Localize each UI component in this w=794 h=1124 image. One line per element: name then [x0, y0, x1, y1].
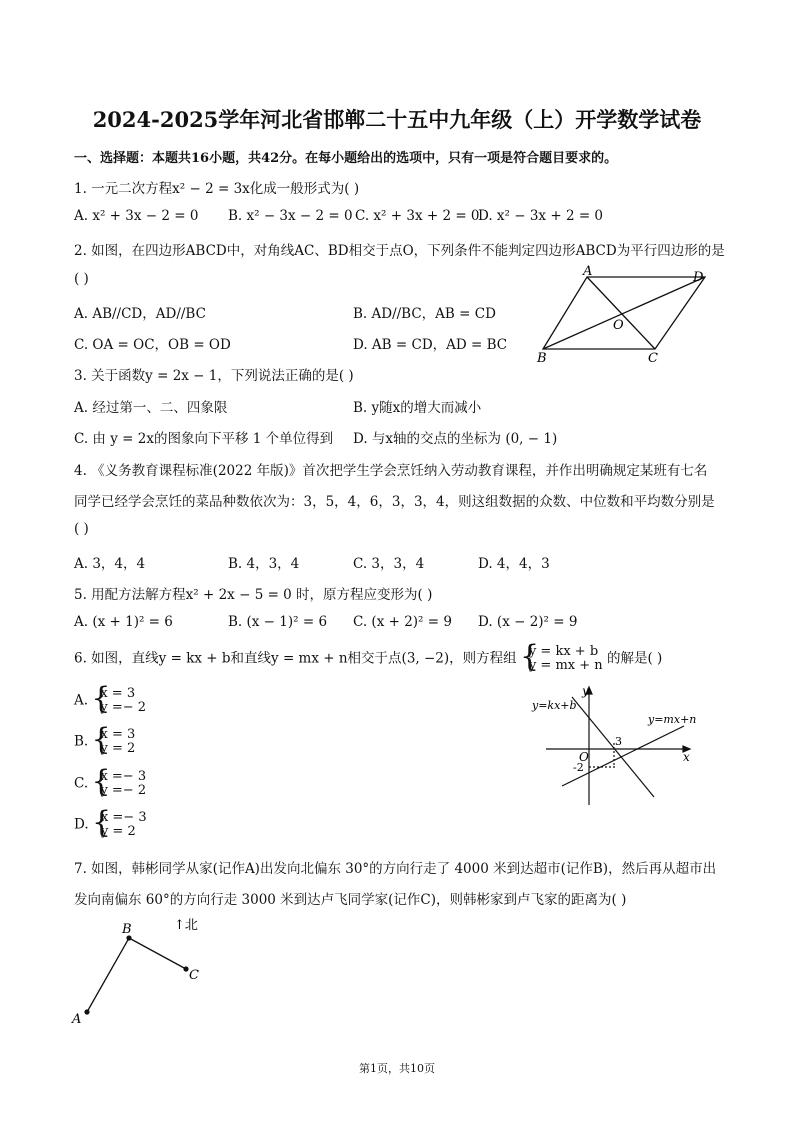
question-7-stem-2: 发向南偏东 60°的方向行走 3000 米到达卢飞同学家(记作C)，则韩彬家到卢飞家的距离为( ) — [74, 892, 627, 908]
route-figure — [66, 912, 226, 1027]
label-b: B — [537, 351, 547, 365]
label-o: O — [613, 318, 624, 333]
label-d: D — [693, 270, 704, 285]
q4-option-a: A. 3，4，4 — [74, 556, 146, 572]
label-b: B — [122, 922, 132, 937]
label-origin: O — [579, 750, 589, 764]
q5-option-d: D. (x − 2)² = 9 — [478, 614, 578, 630]
q5-option-c: C. (x + 2)² = 9 — [353, 614, 452, 630]
linear-functions-graph — [528, 683, 708, 808]
question-6-stem — [74, 645, 662, 673]
q4-option-b: B. 4，3，4 — [228, 556, 300, 572]
q6-option-a-system — [92, 687, 146, 715]
q6-option-d-line-2: y = 2 — [100, 824, 136, 839]
q6-option-d-line-1: { x =− 3 — [100, 810, 147, 825]
label-y-axis: y — [582, 684, 589, 698]
q6-option-b-letter: B. — [74, 733, 89, 750]
q6-option-a-letter: A. — [74, 692, 89, 709]
q2-option-c: C. OA = OC，OB = OD — [74, 337, 231, 353]
question-2-stem: 2. 如图，在四边形ABCD中，对角线AC、BD相交于点O，下列条件不能判定四边形ABCD为平行四边形的是 — [74, 243, 725, 259]
q1-option-a: A. x² + 3x − 2 = 0 — [74, 208, 199, 224]
point-c — [183, 966, 188, 971]
q4-option-d: D. 4，4，3 — [478, 556, 550, 572]
q1-option-c: C. x² + 3x + 2 = 0 — [355, 208, 480, 224]
q1-option-d: D. x² − 3x + 2 = 0 — [478, 208, 604, 224]
q2-option-b: B. AD//BC，AB = CD — [353, 306, 496, 322]
q2-option-a: A. AB//CD，AD//BC — [74, 306, 206, 322]
page-footer: 第1页，共10页 — [359, 1062, 435, 1075]
q6-option-b — [74, 728, 135, 756]
q6-option-c-system — [92, 770, 146, 798]
q6-system-line-2: y = mx + n — [528, 658, 603, 673]
q3-option-a: A. 经过第一、二、四象限 — [74, 400, 228, 416]
q6-option-c-letter: C. — [74, 775, 89, 792]
q6-option-d-system — [93, 811, 147, 839]
label-c: C — [648, 351, 658, 365]
north-arrow-icon: ↑北 — [174, 918, 198, 933]
q6-option-c-line-2: y =− 2 — [100, 783, 147, 798]
label-line-kx-b: y=kx+b — [532, 699, 577, 712]
q4-option-c: C. 3，3，4 — [353, 556, 425, 572]
q6-stem-post: 的解是( ) — [606, 650, 663, 667]
q6-equation-system — [521, 645, 603, 673]
q6-option-a-line-2: y =− 2 — [100, 700, 147, 715]
question-3-stem: 3. 关于函数y = 2x − 1，下列说法正确的是( ) — [74, 368, 354, 384]
q6-option-b-line-1: { x = 3 — [100, 727, 136, 742]
q6-option-c — [74, 770, 146, 798]
label-x-axis: x — [683, 750, 690, 764]
q6-system-line-1: { y = kx + b — [528, 644, 599, 659]
page-title: 2024-2025学年河北省邯郸二十五中九年级（上）开学数学试卷 — [92, 107, 702, 132]
question-4-stem-2: 同学已经学会烹饪的菜品种数依次为：3，5，4，6，3，3，4，则这组数据的众数、中位数和平均数分别是 — [74, 494, 715, 510]
q1-option-b: B. x² − 3x − 2 = 0 — [228, 208, 353, 224]
segment-bc — [129, 938, 186, 969]
q6-option-b-line-2: y = 2 — [100, 741, 136, 756]
q5-option-a: A. (x + 1)² = 6 — [74, 614, 173, 630]
section-heading: 一、选择题：本题共16小题，共42分。在每小题给出的选项中，只有一项是符合题目要求的。 — [74, 151, 618, 166]
q6-option-d — [74, 811, 147, 839]
question-2-stem-cont: ( ) — [74, 271, 89, 287]
question-1-stem: 1. 一元二次方程x² − 2 = 3x化成一般形式为( ) — [74, 181, 360, 197]
q6-option-a — [74, 687, 146, 715]
label-line-mx-n: y=mx+n — [648, 713, 697, 726]
question-4-stem-3: ( ) — [74, 521, 89, 537]
label-a: A — [72, 1012, 82, 1027]
question-5-stem: 5. 用配方法解方程x² + 2x − 5 = 0 时，原方程应变形为( ) — [74, 587, 433, 603]
parallelogram-figure — [535, 265, 715, 365]
question-7-stem-1: 7. 如图，韩彬同学从家(记作A)出发向北偏东 30°的方向行走了 4000 米到达超市(记作B)，然后再从超市出 — [74, 861, 717, 877]
point-a — [84, 1009, 89, 1014]
q3-option-d: D. 与x轴的交点的坐标为 (0, − 1) — [353, 431, 558, 447]
q6-option-b-system — [93, 728, 136, 756]
q6-option-d-letter: D. — [74, 816, 89, 833]
question-4-stem-1: 4. 《义务教育课程标准(2022 年版)》首次把学生学会烹饪纳入劳动教育课程，并作出明确规定某班有七名 — [74, 463, 708, 479]
q6-option-c-line-1: { x =− 3 — [100, 769, 147, 784]
q6-option-a-line-1: { x = 3 — [100, 686, 136, 701]
segment-ab — [87, 938, 129, 1012]
q3-option-b: B. y随x的增大而减小 — [353, 400, 482, 416]
label-neg-two: -2 — [573, 761, 584, 774]
q3-option-c: C. 由 y = 2x的图象向下平移 1 个单位得到 — [74, 431, 334, 447]
label-a: A — [583, 265, 593, 279]
q5-option-b: B. (x − 1)² = 6 — [228, 614, 328, 630]
q6-stem-pre: 6. 如图，直线y = kx + b和直线y = mx + n相交于点(3, −2)，则方程组 — [74, 650, 517, 667]
label-c: C — [189, 968, 199, 983]
q2-option-d: D. AB = CD，AD = BC — [353, 337, 508, 353]
label-three: 3 — [615, 735, 622, 748]
